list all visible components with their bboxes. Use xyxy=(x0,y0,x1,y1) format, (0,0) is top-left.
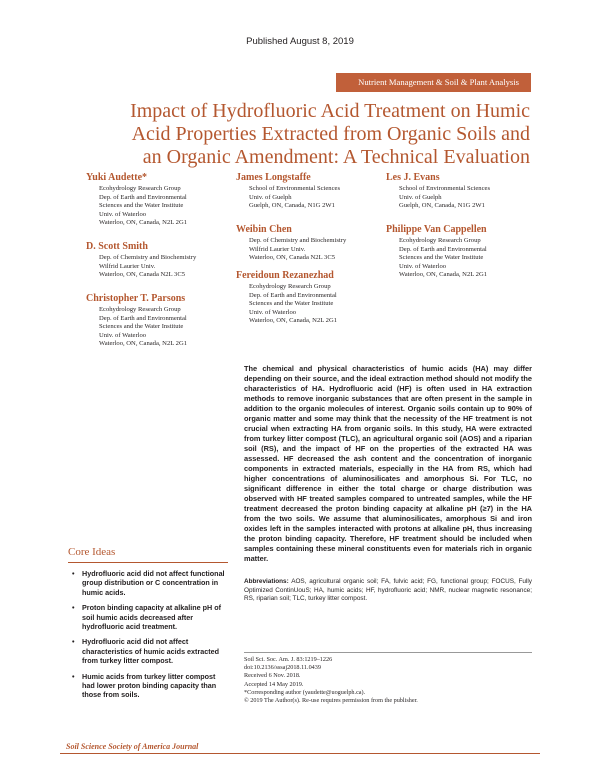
divider xyxy=(244,652,532,653)
author-affiliation xyxy=(86,185,187,228)
aff-line: Waterloo, ON, Canada, N2L 2G1 xyxy=(399,271,488,279)
core-idea-item xyxy=(68,603,228,631)
aff-line: Univ. of Guelph xyxy=(399,193,442,201)
aff-line: Ecohydrology Research Group xyxy=(399,237,481,244)
author-block xyxy=(86,293,187,349)
author-affiliation xyxy=(86,254,196,280)
bullet-icon: • xyxy=(72,603,75,613)
bullet-icon: • xyxy=(72,637,75,647)
author-name: D. Scott Smith xyxy=(86,241,148,252)
aff-line: Dep. of Earth and Environmental xyxy=(99,314,187,322)
aff-line: Dep. of Earth and Environmental xyxy=(399,245,487,253)
core-idea-text: Hydrofluoric acid did not affect characteristics of humic acids extracted from turkey litter compost. xyxy=(82,637,220,666)
abbreviations xyxy=(244,578,532,604)
aff-line: Dep. of Earth and Environmental xyxy=(249,291,337,299)
aff-line: Univ. of Guelph xyxy=(249,193,292,201)
aff-line: Waterloo, ON, Canada, N2L 2G1 xyxy=(249,317,338,325)
author-name: James Longstaffe xyxy=(236,172,311,183)
citation-line: © 2019 The Author(s). Re-use requires permission from the publisher. xyxy=(244,697,418,705)
title-line: an Organic Amendment: A Technical Evaluation xyxy=(142,146,530,168)
aff-line: School of Environmental Sciences xyxy=(249,185,341,192)
core-idea-text: Hydrofluoric acid did not affect functional group distribution or C concentration in humic acids. xyxy=(82,569,225,597)
journal-footer: Soil Science Society of America Journal xyxy=(66,742,199,751)
aff-line: Waterloo, ON, Canada, N2L 2G1 xyxy=(99,219,188,227)
citation-line: Soil Sci. Soc. Am. J. 83:1219–1226 xyxy=(244,656,333,663)
author-name: Les J. Evans xyxy=(386,172,440,183)
citation-info xyxy=(244,656,532,705)
aff-line: Sciences and the Water Institute xyxy=(249,300,334,308)
author-block xyxy=(86,172,187,228)
abbreviations-text: AOS, agricultural organic soil; FA, fulvic acid; FG, functional group; FOCUS, Fully Optimized ContinUouS; HA, humic acids; HF, hydrofluoric acid; NMR, nuclear magnetic resonance; RS, riparian soil; TLC, turkey litter compost. xyxy=(244,578,532,603)
author-name: Weibin Chen xyxy=(236,224,292,235)
aff-line: Waterloo, ON, Canada N2L 3C5 xyxy=(249,254,336,262)
aff-line: Univ. of Waterloo xyxy=(99,210,147,218)
aff-line: Guelph, ON, Canada, N1G 2W1 xyxy=(249,202,335,210)
bullet-icon: • xyxy=(72,569,75,578)
aff-line: Dep. of Earth and Environmental xyxy=(99,193,187,201)
author-affiliation xyxy=(236,185,340,211)
section-banner: Nutrient Management & Soil & Plant Analysis xyxy=(336,73,531,92)
core-idea-text: Proton binding capacity at alkaline pH of soil humic acids decreased after hydrofluoric acid treatment. xyxy=(82,603,221,632)
aff-line: Univ. of Waterloo xyxy=(399,262,447,270)
bullet-icon: • xyxy=(72,671,75,681)
aff-line: Waterloo, ON, Canada, N2L 2G1 xyxy=(99,340,188,348)
aff-line: School of Environmental Sciences xyxy=(399,185,491,192)
aff-line: Ecohydrology Research Group xyxy=(249,283,331,290)
aff-line: Wilfrid Laurier Univ. xyxy=(99,262,156,270)
author-block xyxy=(236,224,346,263)
author-name: Christopher T. Parsons xyxy=(86,293,186,304)
core-idea-text: Humic acids from turkey litter compost had lower proton binding capacity than those from soils. xyxy=(82,671,217,700)
author-affiliation xyxy=(236,283,337,326)
abbreviations-label: Abbreviations: xyxy=(244,578,289,585)
citation-line: Accepted 14 May 2019. xyxy=(244,680,304,688)
abstract: The chemical and physical characteristics of humic acids (HA) may differ depending on their source, and the ideal extraction method should not modify the characteristics of HA. Hydrofluoric acid (HF) is often used in HA extraction methods to remove inorganic substances that are often present in the sample in addition to the organic molecules of interest. Organic soils contain up to 90% of organic matter and some may think that the necessity of the HF treatment is not crucial when extracting HA from organic soils. In this study, HA were extracted from turkey litter compost (TLC), an agricultural organic soil (AOS) and a riparian soil (RS), and the impact of HF on the properties of the extracted HA was assessed. HF decreased the ash content and the concentration of inorganic components in extracted materials, especially in the HA from RS, which had higher concentrations of aluminosilicates and amorphous Si. For TLC, no significant difference in either the total charge or charge distribution was observed with HF treated samples compared to untreated samples, while the HF treatment decreased the proton binding capacity at alkaline pH (≥7) in the HA from the two soils. We assume that aluminosilicates, amorphous Si and iron oxides left in the samples interacted with protons at alkaline pH, thus increasing the proton binding capacity. Therefore, HF treatment should be included when samples containing these mineral constituents even for materials rich in organic matter. xyxy=(244,364,532,563)
aff-line: Dep. of Chemistry and Biochemistry xyxy=(249,237,347,244)
aff-line: Sciences and the Water Institute xyxy=(399,254,484,262)
core-ideas-title: Core Ideas xyxy=(68,546,228,563)
author-name: Fereidoun Rezanezhad xyxy=(236,270,334,281)
author-affiliation xyxy=(86,306,187,349)
author-block xyxy=(236,172,340,211)
core-ideas xyxy=(68,546,228,706)
core-idea-item xyxy=(68,637,228,665)
author-block xyxy=(236,270,337,326)
author-block xyxy=(386,172,490,211)
article-title xyxy=(70,100,530,169)
aff-line: Univ. of Waterloo xyxy=(99,331,147,339)
aff-line: Univ. of Waterloo xyxy=(249,308,297,316)
author-name: Philippe Van Cappellen xyxy=(386,224,487,235)
core-idea-item xyxy=(68,672,228,700)
published-date: Published August 8, 2019 xyxy=(246,36,354,47)
aff-line: Sciences and the Water Institute xyxy=(99,323,184,331)
title-line: Acid Properties Extracted from Organic Soils and xyxy=(131,123,530,145)
author-affiliation xyxy=(386,237,487,280)
aff-line: Sciences and the Water Institute xyxy=(99,202,184,210)
core-idea-item xyxy=(68,569,228,597)
aff-line: Waterloo, ON, Canada N2L 3C5 xyxy=(99,271,186,279)
citation-line: doi:10.2136/sssaj2018.11.0439 xyxy=(244,664,321,672)
author-affiliation xyxy=(386,185,490,211)
footer-divider xyxy=(60,753,540,754)
author-affiliation xyxy=(236,237,346,263)
title-line: Impact of Hydrofluoric Acid Treatment on Humic xyxy=(130,100,530,122)
citation-line: Received 6 Nov. 2018. xyxy=(244,672,301,680)
aff-line: Ecohydrology Research Group xyxy=(99,306,181,313)
citation-line: *Corresponding author (yaudette@uoguelph.ca). xyxy=(244,688,366,696)
aff-line: Guelph, ON, Canada, N1G 2W1 xyxy=(399,202,485,210)
author-block xyxy=(86,241,196,280)
aff-line: Wilfrid Laurier Univ. xyxy=(249,245,306,253)
author-block xyxy=(386,224,487,280)
author-name: Yuki Audette* xyxy=(86,172,148,183)
aff-line: Ecohydrology Research Group xyxy=(99,185,181,192)
aff-line: Dep. of Chemistry and Biochemistry xyxy=(99,254,197,261)
